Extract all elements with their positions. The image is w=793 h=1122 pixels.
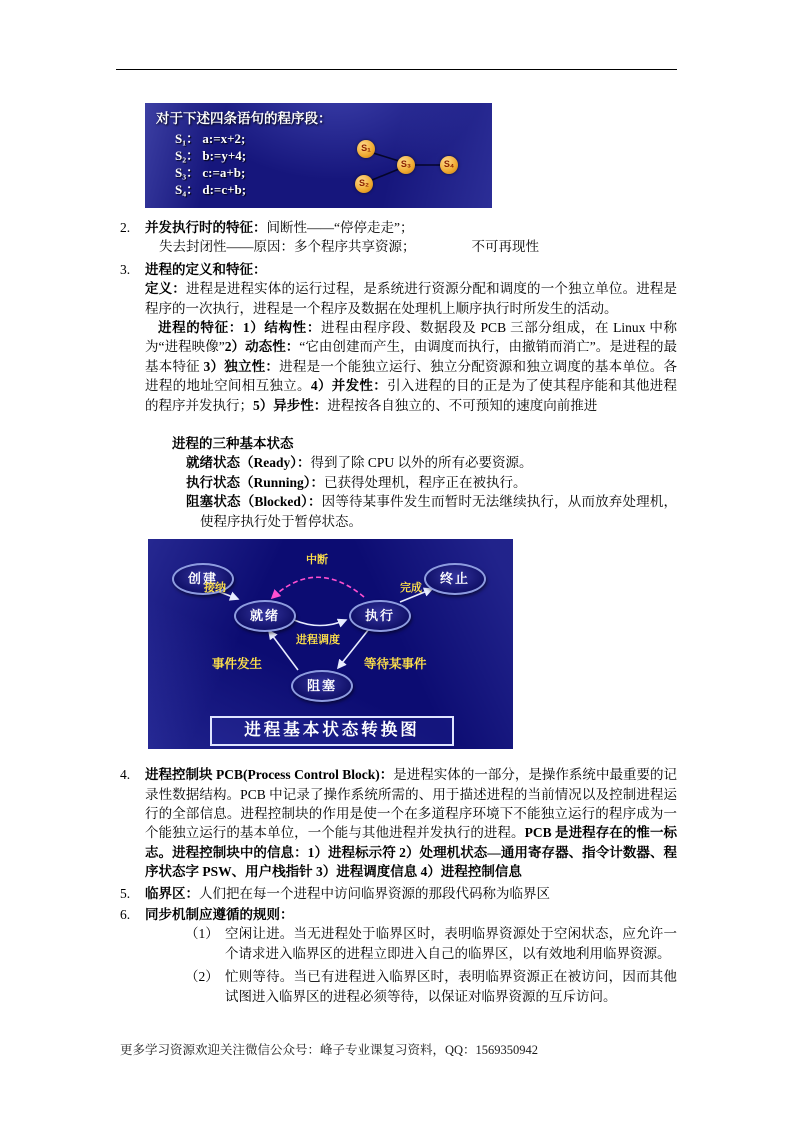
state-running-text: 已获得处理机，程序正在被执行。 [324,474,527,490]
graph-node-s2: S₂ [355,175,373,193]
item2-number: 2. [120,220,131,235]
edge-label-dispatch: 进程调度 [296,634,340,647]
statement-s4: S₄： d:=c+b; [175,182,247,197]
figure-program-segments [145,103,492,208]
item3-features [145,318,677,415]
page-footer: 更多学习资源欢迎关注微信公众号：峰子专业课复习资料，QQ：1569350942 [120,1043,539,1057]
state-ready-line [186,453,677,472]
item2-line2 [159,237,677,256]
feature-4-text: 引入进程的目的正是为了使其程序能和其他进程的程序并发执行； [145,378,678,413]
item2-line1 [145,218,677,237]
pcb-text: 是进程实体的一部分，是操作系统中最重要的记录性数据结构。PCB 中记录了操作系统所需的、用于描述进程的当前情况以及控制进程运行的全部信息。进程控制块的作用是使一个在多道程序环境下不能独立运行的程序成为一个能独立运行的基本单位，一个能与其他进程并发执行的进程。 [145,767,678,841]
state-node-running: 执行 [349,600,411,632]
features-label: 进程的特征： [158,320,243,336]
statement-s3: S₃： c:=a+b; [175,165,246,180]
item3-heading [145,260,677,279]
feature-3-label: 3）独立性： [203,358,280,374]
state-ready-text: 得到了除 CPU 以外的所有必要资源。 [310,455,533,471]
feature-4-label: 4）并发性： [310,378,388,394]
pcb-bold-tail: PCB 是进程存在的惟一标志。进程控制块中的信息：1）进程标示符 2）处理机状态—通用寄存器、指令计数器、程序状态字 PSW、用户栈指针 3）进程调度信息 4）进程控制信息 [145,825,678,880]
item4-number: 4. [120,767,131,783]
graph-node-s1: S₁ [357,140,375,158]
sync-rule-1-text: 空闲让进。当无进程处于临界区时，表明临界资源处于空闲状态，应允许一个请求进入临界区的进程立即进入自己的临界区，以有效地利用临界资源。 [225,926,677,961]
figure-state-transition [148,539,513,749]
feature-1-text: 进程由程序段、数据段及 PCB 三部分组成，在 Linux 中称为“进程映像” [145,320,678,355]
pcb-label: 进程控制块 PCB(Process Control Block)： [145,767,394,783]
item6-heading [145,905,677,924]
sync-rule-1 [185,924,677,963]
edge-label-finish: 完成 [400,582,422,595]
list-item-critical-section [120,884,677,903]
critical-section-text: 人们把在每一个进程中访问临界资源的那段代码称为临界区 [199,885,550,901]
item2-line2b: 不可再现性 [471,239,539,255]
state-blocked-line [186,492,677,531]
state-running-label: 执行状态（Running）： [186,474,325,490]
item6-number: 6. [120,906,131,922]
state-node-create: 创建 [172,563,234,595]
state-ready-label: 就绪状态（Ready）： [186,455,311,471]
item2-line2a: 失去封闭性——原因：多个程序共享资源； [159,239,416,255]
statement-s1: S₁： a:=x+2; [175,131,246,146]
sub-number-2: （2） [185,969,219,985]
figure2-title: 进程基本状态转换图 [210,716,454,746]
graph-node-s3: S₃ [397,156,415,174]
list-item-process-definition [120,260,677,531]
item2-label: 并发执行时的特征： [145,220,267,235]
sync-rule-2-text: 忙则等待。当已有进程进入临界区时，表明临界资源正在被访问，因而其他试图进入临界区的进程必须等待，以保证对临界资源的互斥访问。 [225,969,677,1004]
header-rule [116,69,677,70]
statement-s2: S₂： b:=y+4; [175,148,247,163]
feature-2-label: 2）动态性： [224,339,300,355]
graph-node-s4: S₄ [440,156,458,174]
state-blocked-label: 阻塞状态（Blocked）： [186,494,322,510]
feature-5-label: 5）异步性： [253,397,328,413]
edge-label-event-occurs: 事件发生 [212,657,263,672]
item5-paragraph [145,884,677,903]
list-item-sync-rules [120,905,677,1006]
feature-3-text: 进程是一个能独立运行、独立分配资源和独立调度的基本单位。各进程的地址空间相互独立。 [145,358,678,394]
sub-number-1: （1） [185,926,219,942]
figure1-title: 对于下述四条语句的程序段： [156,111,332,126]
feature-2-text: “它由创建而产生，由调度而执行，由撤销而消亡”。是进程的最基本特征 [145,339,678,374]
item3-definition [145,279,677,318]
item2-text: 间断性——“停停走走”； [266,220,414,235]
list-item-pcb [120,765,677,881]
state-running-line [186,473,677,492]
item3-number: 3. [120,261,131,277]
state-node-terminate: 终止 [424,563,486,595]
edge-label-wait-event: 等待某事件 [364,657,427,672]
state-node-blocked: 阻塞 [291,670,353,702]
three-states-heading: 进程的三种基本状态 [172,436,294,452]
item4-paragraph [145,765,677,881]
state-node-ready: 就绪 [234,600,296,632]
sync-rule-2 [185,967,677,1006]
definition-text: 进程是进程实体的运行过程，是系统进行资源分配和调度的一个独立单位。进程是程序的一次执行，进程是一个程序及数据在处理机上顺序执行时所发生的活动。 [145,281,678,316]
edge-label-interrupt: 中断 [306,554,328,567]
critical-section-label: 临界区： [145,885,199,901]
definition-label: 定义： [145,281,186,297]
list-item-concurrency-features [120,218,677,257]
state-blocked-text: 因等待某事件发生而暂时无法继续执行，从而放弃处理机，使程序执行处于暂停状态。 [200,494,677,529]
item3-heading-text: 进程的定义和特征： [145,261,267,277]
precedence-graph-edges [145,103,492,208]
item5-number: 5. [120,885,131,901]
item6-heading-text: 同步机制应遵循的规则： [145,906,294,922]
feature-1-label: 1）结构性： [242,320,321,336]
document-body [120,86,677,1006]
feature-5-text: 进程按各自独立的、不可预知的速度向前推进 [327,397,598,413]
edge-label-admit: 接纳 [204,582,226,595]
